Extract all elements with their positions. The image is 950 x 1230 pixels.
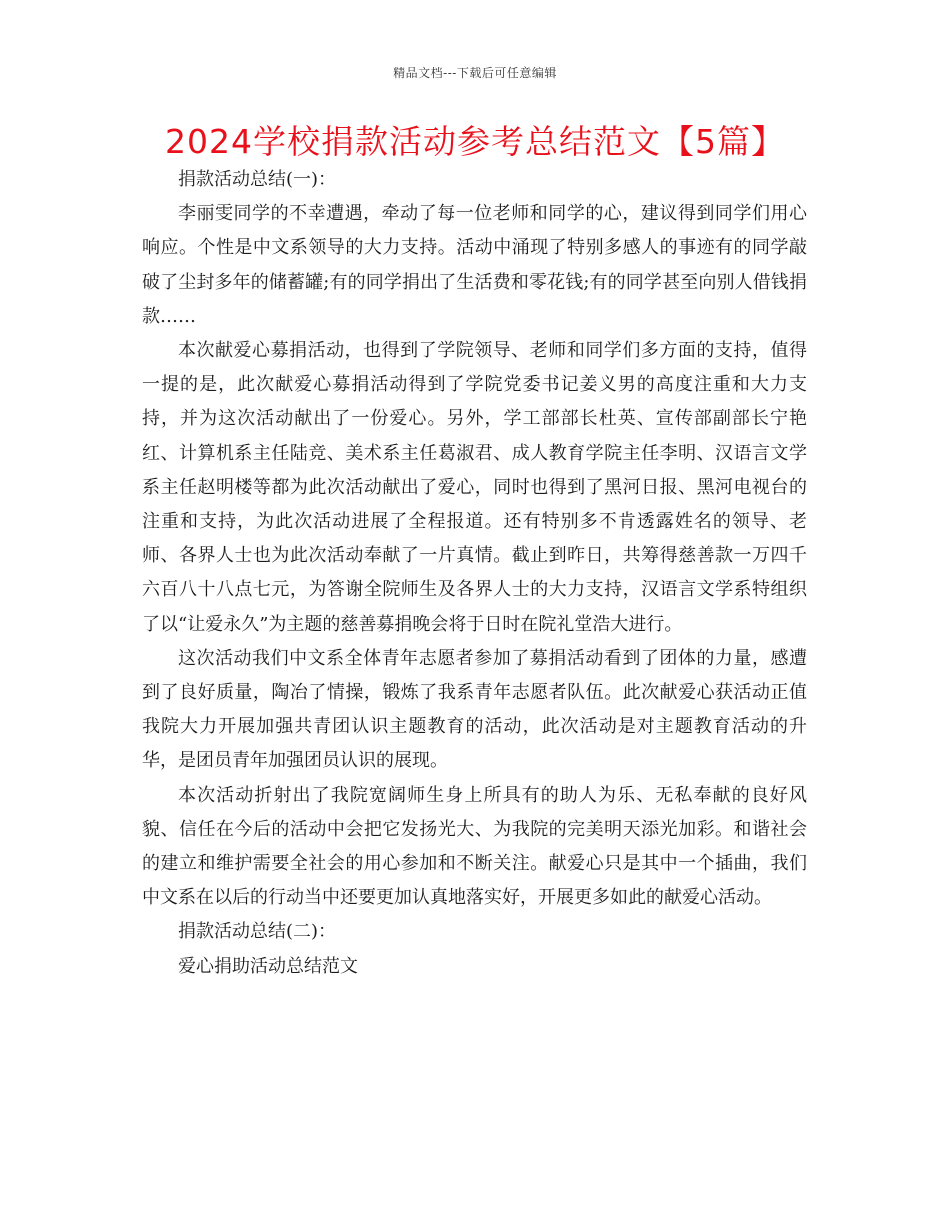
paragraph: 本次献爱心募捐活动，也得到了学院领导、老师和同学们多方面的支持，值得一提的是，此次献爱心募捐活动得到了学院党委书记姜义男的高度注重和大力支持，并为这次活动献出了一份爱心。另外，学工部部长杜英、宣传部副部长宁艳红、计算机系主任陆竞、美术系主任葛淑君、成人教育学院主任李明、汉语言文学系主任赵明楼等都为此次活动献出了爱心，同时也得到了黑河日报、黑河电视台的注重和支持，为此次活动进展了全程报道。还有特别多不肯透露姓名的领导、老师、各界人士也为此次活动奉献了一片真情。截止到昨日，共筹得慈善款一万四千六百八十八点七元，为答谢全院师生及各界人士的大力支持，汉语言文学系特组织了以“让爱永久”为主题的慈善募捐晚会将于日时在院礼堂浩大进行。 <box>142 340 807 635</box>
section-heading-1: 捐款活动总结(一)： <box>178 169 337 190</box>
paragraph: 李丽雯同学的不幸遭遇，牵动了每一位老师和同学的心，建议得到同学们用心响应。个性是中文系领导的大力支持。活动中涌现了特别多感人的事迹有的同学敲破了尘封多年的储蓄罐;有的同学捐出了生活费和零花钱;有的同学甚至向别人借钱捐款…… <box>142 203 807 327</box>
document-body <box>142 163 807 984</box>
document-title: 2024学校捐款活动参考总结范文【5篇】 <box>165 122 785 161</box>
paragraph: 本次活动折射出了我院宽阔师生身上所具有的助人为乐、无私奉献的良好风貌、信任在今后的活动中会把它发扬光大、为我院的完美明天添光加彩。和谐社会的建立和维护需要全社会的用心参加和不断关注。献爱心只是其中一个插曲，我们中文系在以后的行动当中还要更加认真地落实好，开展更多如此的献爱心活动。 <box>142 784 807 909</box>
paragraph: 爱心捐助活动总结范文 <box>178 955 358 977</box>
header-note: 精品文档---下载后可任意编辑 <box>393 66 557 80</box>
paragraph: 这次活动我们中文系全体青年志愿者参加了募捐活动看到了团体的力量，感遭到了良好质量，陶冶了情操，锻炼了我系青年志愿者队伍。此次献爱心获活动正值我院大力开展加强共青团认识主题教育的活动，此次活动是对主题教育活动的升华，是团员青年加强团员认识的展现。 <box>142 647 807 772</box>
section-heading-2: 捐款活动总结(二)： <box>178 921 337 943</box>
